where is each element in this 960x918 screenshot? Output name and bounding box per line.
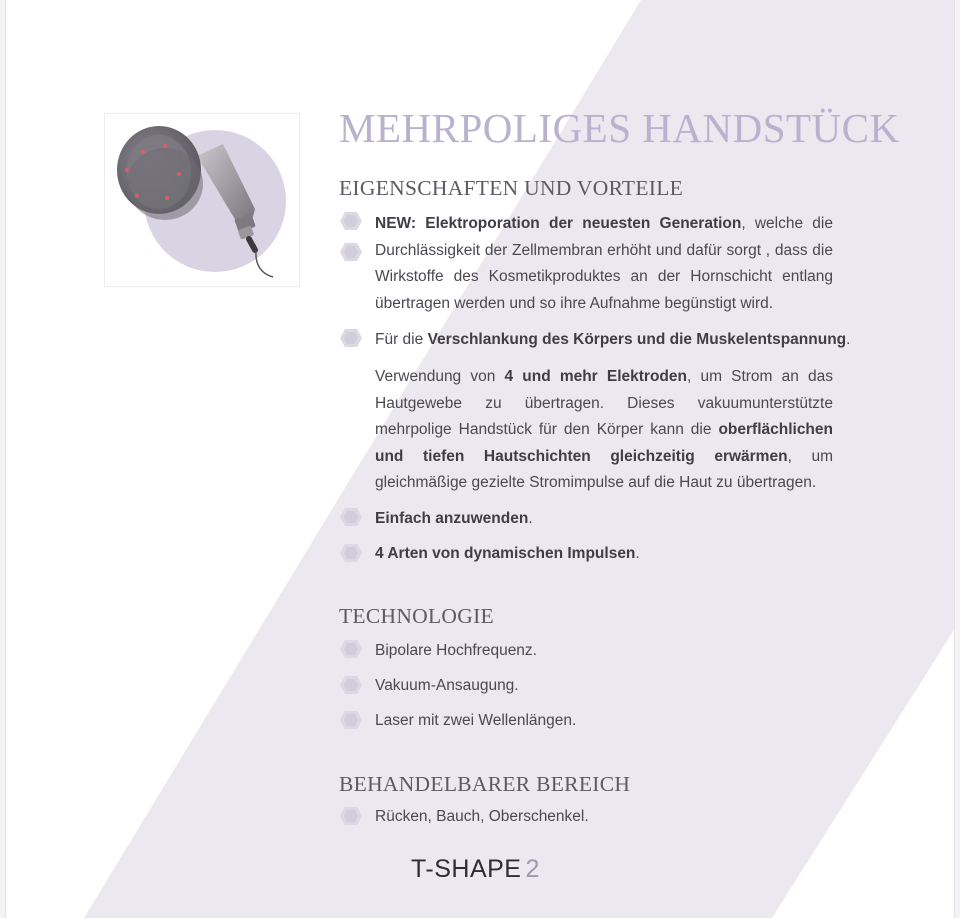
feature-text: . (846, 331, 851, 348)
section-heading-features: EIGENSCHAFTEN UND VORTEILE (339, 176, 684, 200)
product-image (104, 113, 300, 287)
document-page (5, 0, 955, 918)
feature-text: , um (787, 447, 833, 465)
hexagon-bullet-icon (339, 675, 363, 695)
feature-text: , welche die (741, 215, 833, 232)
hexagon-bullet-icon (339, 507, 363, 527)
page-title: MEHRPOLIGES HANDSTÜCK (339, 105, 900, 151)
hexagon-bullet-icon (339, 710, 363, 730)
feature-text: . (528, 510, 533, 527)
hexagon-bullet-icon (339, 543, 363, 563)
multipolar-handpiece-icon (105, 114, 299, 286)
section-heading-technology: TECHNOLOGIE (339, 604, 494, 628)
feature-item-slimming (375, 327, 850, 354)
feature-bold: Einfach anzuwenden (375, 510, 529, 527)
hexagon-bullet-icon (339, 211, 363, 231)
feature-text: mehrpolige Handstück für den Körper kann die (375, 421, 719, 438)
section-heading-area: BEHANDELBARER BEREICH (339, 772, 631, 796)
feature-text: Durchlässigkeit der Zellmembran erhöht und dafür sorgt , dass die (375, 241, 833, 259)
feature-text: . (635, 545, 640, 562)
feature-bold: Verschlankung des Körpers und die Muskelentspannung (427, 331, 847, 348)
area-item: Rücken, Bauch, Oberschenkel. (375, 808, 589, 825)
feature-text: Für die (375, 331, 428, 348)
feature-paragraph (375, 364, 833, 497)
feature-text: übertragen werden und so ihre Aufnahme begünstigt wird. (375, 294, 774, 312)
hexagon-bullet-icon (339, 806, 363, 826)
feature-item-easy (375, 506, 533, 533)
feature-bold: NEW: Elektroporation der neuesten Generation (375, 215, 742, 232)
feature-bold: 4 Arten von dynamischen Impulsen (375, 545, 636, 562)
feature-bold: oberflächlichen (718, 421, 833, 438)
technology-item: Vakuum-Ansaugung. (375, 677, 519, 694)
feature-text: Wirkstoffe des Kosmetikproduktes an der Hornschicht entlang (375, 268, 833, 285)
feature-text: Verwendung von (375, 368, 505, 385)
feature-bold: und tiefen Hautschichten gleichzeitig erwärmen (375, 447, 788, 465)
feature-bold: 4 und mehr Elektroden (504, 368, 687, 385)
brand-logo-text: T-SHAPE (411, 855, 522, 883)
technology-item: Laser mit zwei Wellenlängen. (375, 712, 577, 729)
feature-item-impulses (375, 541, 640, 568)
hexagon-bullet-icon (339, 328, 363, 348)
feature-item-electroporation (375, 211, 833, 317)
brand-logo-number: 2 (525, 855, 540, 883)
feature-text: , um Strom an das (686, 368, 834, 385)
hexagon-bullet-icon (339, 639, 363, 659)
feature-text: Hautgewebe zu übertragen. Dieses vakuumunterstützte (375, 394, 833, 412)
technology-item: Bipolare Hochfrequenz. (375, 642, 537, 659)
hexagon-bullet-icon (339, 242, 363, 262)
brand-logo (411, 855, 540, 884)
feature-text: gleichmäßige gezielte Stromimpulse auf die Haut zu übertragen. (375, 474, 817, 491)
